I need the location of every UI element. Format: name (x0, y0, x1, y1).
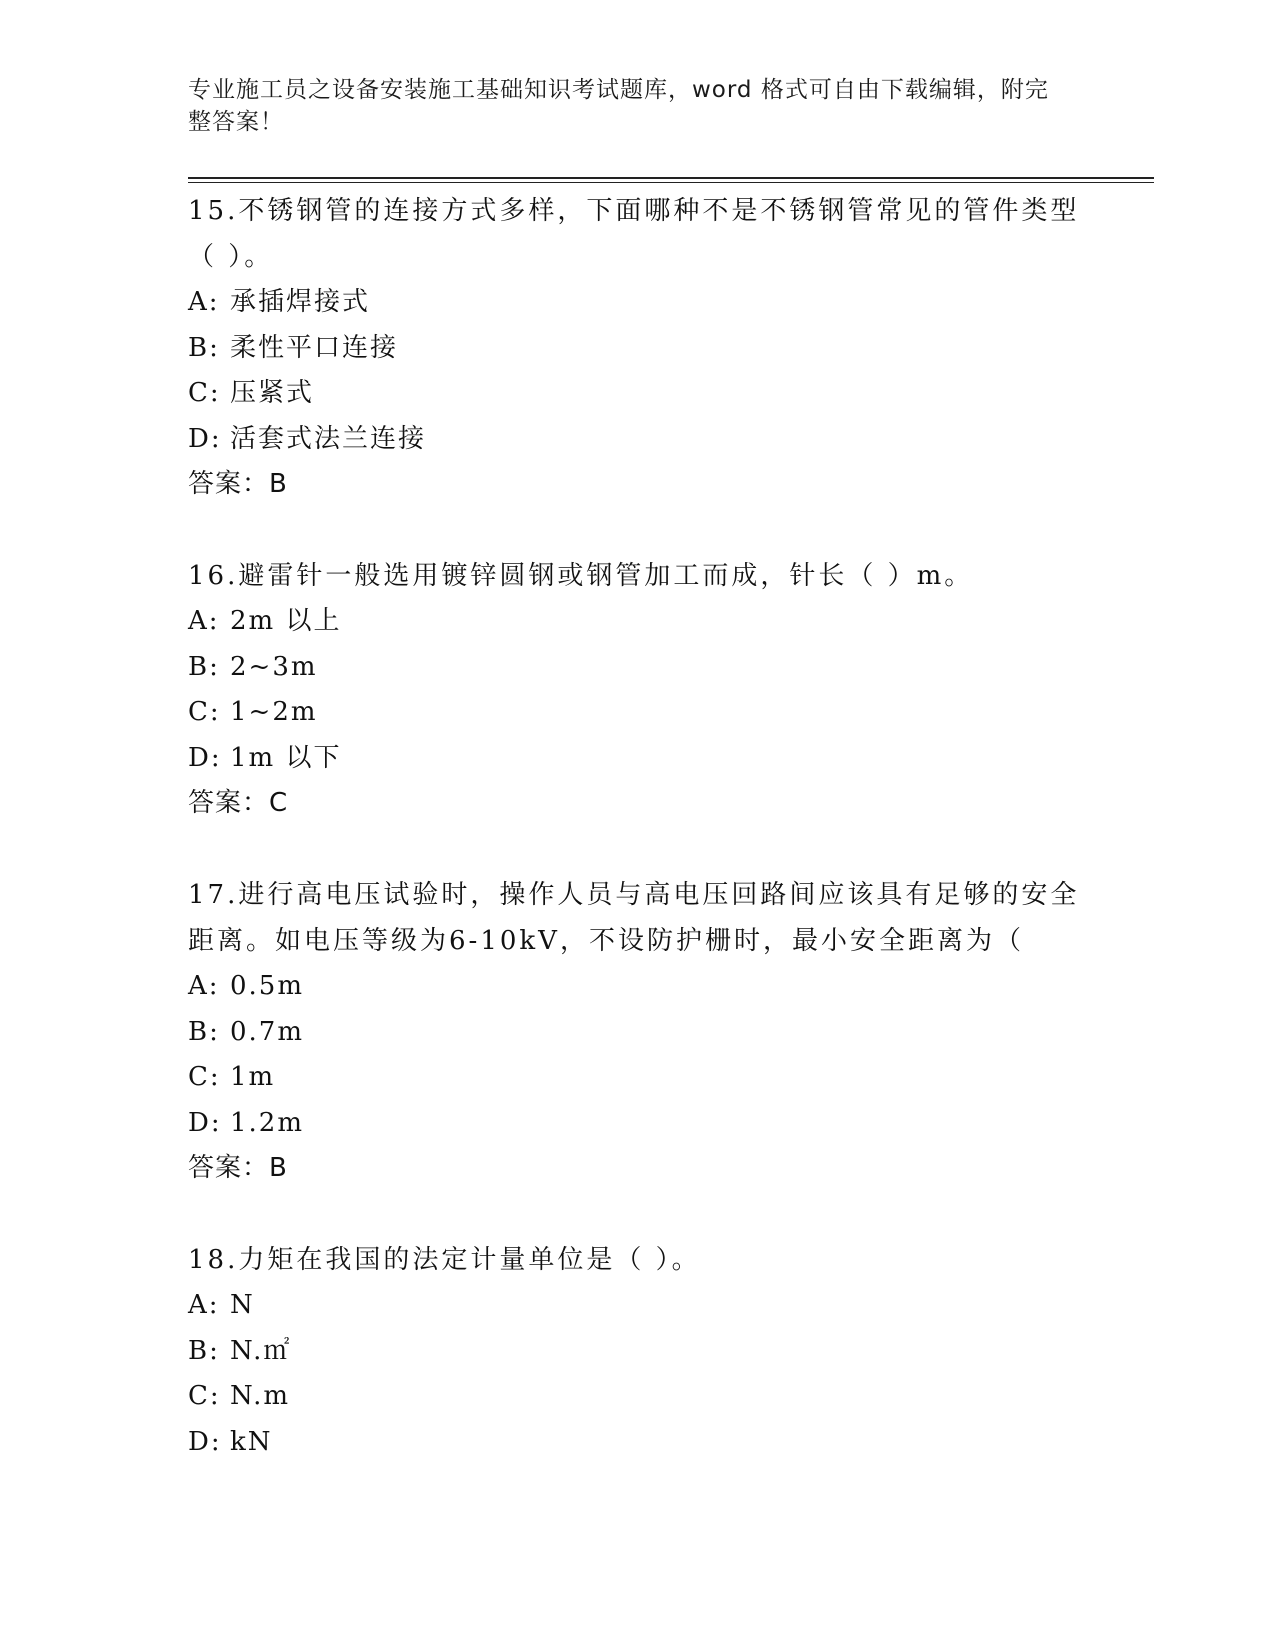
option-c (188, 1374, 1088, 1420)
question-15 (188, 188, 1088, 507)
option-letter: C: (188, 378, 221, 408)
option-text: N.m (230, 1381, 291, 1411)
option-text: 1m 以下 (230, 742, 342, 773)
option-text: 1.2m (230, 1107, 305, 1138)
option-text: 0.5m (230, 971, 305, 1001)
option-letter: B: (188, 332, 220, 363)
option-d (188, 736, 1088, 782)
option-text: 承插焊接式 (230, 287, 371, 317)
header-divider-thin (188, 182, 1154, 183)
option-a (188, 964, 1088, 1010)
option-text: N (230, 1290, 255, 1320)
option-c (188, 1055, 1088, 1101)
option-letter: A: (188, 1290, 220, 1320)
option-letter: B: (188, 651, 220, 682)
question-list (188, 188, 1088, 1511)
question-stem: 16.避雷针一般选用镀锌圆钢或钢管加工而成，针长（ ）m。 (188, 561, 974, 591)
option-c (188, 371, 1088, 417)
option-letter: C: (188, 1381, 221, 1411)
option-text: N.㎡ (230, 1335, 292, 1366)
option-text: 1m (230, 1062, 276, 1092)
option-letter: B: (188, 1335, 220, 1366)
option-letter: B: (188, 1016, 220, 1047)
option-letter: A: (188, 971, 220, 1001)
question-stem: 17.进行高电压试验时，操作人员与高电压回路间应该具有足够的安全距离。如电压等级为6-10kV，不设防护栅时，最小安全距离为（ (188, 880, 1080, 956)
option-text: 2m 以上 (230, 606, 342, 636)
answer-line: 答案：C (188, 788, 289, 818)
option-b (188, 326, 1088, 372)
document-header: 专业施工员之设备安装施工基础知识考试题库，word 格式可自由下载编辑，附完整答案！ (188, 77, 1049, 135)
option-letter: D: (188, 1107, 222, 1138)
option-letter: A: (188, 287, 220, 317)
option-a (188, 599, 1088, 645)
option-text: 2~3m (230, 651, 318, 682)
option-d (188, 1101, 1088, 1147)
option-d (188, 417, 1088, 463)
question-17 (188, 872, 1088, 1191)
option-text: 活套式法兰连接 (230, 423, 427, 454)
option-b (188, 1329, 1088, 1375)
answer-line: 答案：B (188, 1153, 288, 1183)
option-text: 0.7m (230, 1016, 305, 1047)
option-letter: D: (188, 423, 222, 454)
option-letter: C: (188, 1062, 221, 1092)
question-18 (188, 1237, 1088, 1465)
answer-line: 答案：B (188, 469, 288, 499)
option-letter: D: (188, 1426, 222, 1457)
question-stem: 18.力矩在我国的法定计量单位是（ ）。 (188, 1245, 701, 1275)
option-letter: D: (188, 742, 222, 773)
option-text: kN (230, 1426, 273, 1457)
option-a (188, 1283, 1088, 1329)
option-letter: C: (188, 697, 221, 727)
option-text: 1~2m (230, 697, 318, 727)
header-divider-thick (188, 177, 1154, 179)
option-b (188, 645, 1088, 691)
option-a (188, 280, 1088, 326)
question-stem: 15.不锈钢管的连接方式多样，下面哪种不是不锈钢管常见的管件类型（ ）。 (188, 196, 1080, 272)
option-text: 压紧式 (230, 378, 315, 408)
option-letter: A: (188, 606, 220, 636)
question-16 (188, 553, 1088, 826)
option-d (188, 1420, 1088, 1466)
option-text: 柔性平口连接 (230, 332, 399, 363)
option-b (188, 1010, 1088, 1056)
option-c (188, 690, 1088, 736)
